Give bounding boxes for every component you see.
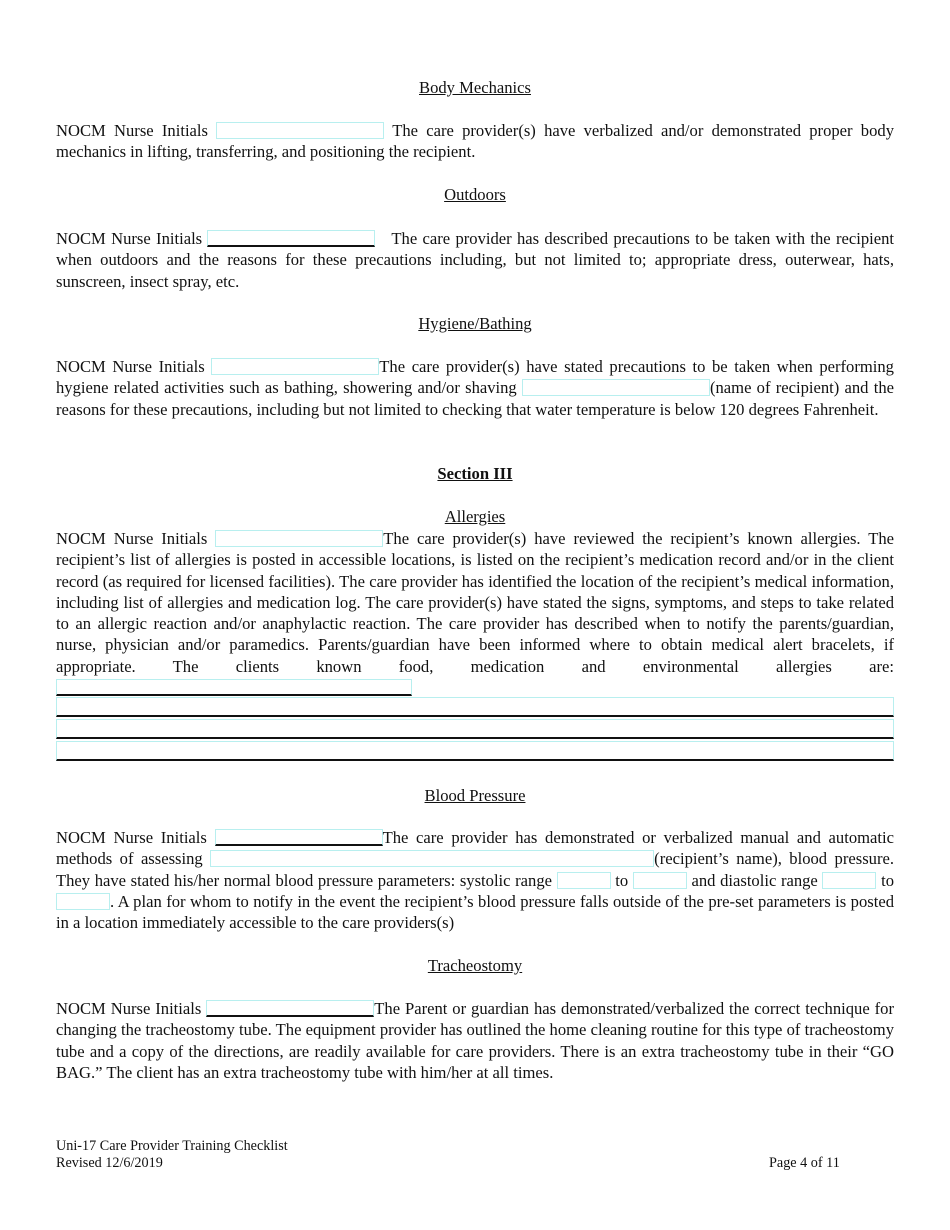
nurse-initials-label: NOCM Nurse Initials — [56, 357, 205, 376]
footer-revised-date: Revised 12/6/2019 — [56, 1155, 163, 1171]
systolic-min-field[interactable] — [557, 872, 611, 889]
blood-pressure-text-3: and diastolic range — [691, 870, 818, 890]
hygiene-text-after: (name of recipient) and the reasons for these precautions, including but not limited to checking that water temperature is below 120 degrees Fahrenheit. — [56, 378, 894, 419]
body-mechanics-heading: Body Mechanics — [419, 78, 531, 97]
blood-pressure-text-4: . A plan for whom to notify in the event the recipient’s blood pressure falls outside of the pre-set parameters is posted in a location immediately accessible to the care providers(s) — [56, 891, 894, 933]
tracheostomy-text: The Parent or guardian has demonstrated/verbalized the correct technique for changing the tracheostomy tube. The equipment provider has outlined the home cleaning routine for this type of tracheostomy tube and a copy of the directions, are readily available for care providers. There is an extra tracheostomy tube in their “GO BAG.” The client has an extra tracheostomy tube with him/her at all times. — [56, 999, 894, 1082]
allergies-text: The care provider(s) have reviewed the recipient’s known allergies. The recipient’s list of allergies is posted in accessible locations, is listed on the recipient’s medication record and/or in the client record (as required for licensed facilities). The care provider has identified the location of the recipient’s medical information, including list of allergies and medication log. The care provider(s) have stated the signs, symptoms, and steps to take related to an allergic reaction and/or anaphylactic reaction. The care provider has described when to notify the parents/guardian, nurse, physician and/or paramedics. Parents/guardian have been informed where to obtain medical alert bracelets, if appropriate. The clients known food, medication and environmental allergies are: — [56, 529, 894, 676]
nurse-initials-label: NOCM Nurse Initials — [56, 999, 202, 1018]
blood-pressure-initials-field[interactable] — [215, 829, 383, 846]
outdoors-heading: Outdoors — [444, 185, 506, 204]
allergies-list-field[interactable] — [56, 679, 412, 696]
outdoors-text: The care provider has described precautions to be taken with the recipient when outdoors and the reasons for these precautions including, but not limited to; appropriate dress, outerwear, hats, sunscreen, insect spray, etc. — [56, 229, 895, 291]
nurse-initials-label: NOCM Nurse Initials — [56, 121, 208, 140]
diastolic-max-field[interactable] — [56, 893, 110, 910]
allergies-line-4[interactable] — [56, 741, 894, 761]
systolic-max-field[interactable] — [633, 872, 687, 889]
tracheostomy-initials-field[interactable] — [206, 1000, 374, 1017]
hygiene-heading: Hygiene/Bathing — [418, 314, 532, 333]
recipient-name-field[interactable] — [210, 850, 654, 867]
allergies-initials-field[interactable] — [215, 530, 383, 547]
nurse-initials-label: NOCM Nurse Initials — [56, 529, 208, 548]
blood-pressure-text-1: The care provider has demonstrated or verbalized manual and automatic methods of assessing — [56, 828, 894, 869]
body-mechanics-paragraph — [56, 120, 894, 163]
recipient-name-field[interactable] — [522, 379, 710, 396]
footer-form-name: Uni-17 Care Provider Training Checklist — [56, 1138, 288, 1154]
hygiene-paragraph — [56, 356, 894, 420]
tracheostomy-paragraph — [56, 998, 894, 1083]
diastolic-min-field[interactable] — [822, 872, 876, 889]
allergies-line-3[interactable] — [56, 719, 894, 739]
to-label: to — [615, 870, 629, 890]
allergies-line-2[interactable] — [56, 697, 894, 717]
tracheostomy-heading: Tracheostomy — [427, 956, 523, 975]
allergies-heading: Allergies — [444, 507, 506, 526]
blood-pressure-heading: Blood Pressure — [424, 786, 526, 805]
footer-page-number: Page 4 of 11 — [769, 1155, 840, 1171]
blood-pressure-text-2: (recipient’s name), blood pressure. They have stated his/her normal blood pressure parameters: systolic range — [56, 849, 894, 890]
outdoors-initials-field[interactable] — [207, 230, 375, 247]
blood-pressure-paragraph — [56, 827, 894, 933]
body-mechanics-initials-field[interactable] — [216, 122, 384, 139]
section-title: Section III — [437, 464, 513, 483]
to-label: to — [881, 870, 894, 890]
allergies-paragraph — [56, 528, 894, 698]
nurse-initials-label: NOCM Nurse Initials — [56, 828, 207, 847]
footer-form-info — [56, 1138, 288, 1172]
nurse-initials-label: NOCM Nurse Initials — [56, 229, 203, 248]
hygiene-initials-field[interactable] — [211, 358, 379, 375]
body-mechanics-text: The care provider(s) have verbalized and/or demonstrated proper body mechanics in lifting, transferring, and positioning the recipient. — [56, 121, 894, 162]
hygiene-text-before: The care provider(s) have stated precautions to be taken when performing hygiene related activities such as bathing, showering and/or shaving — [56, 357, 894, 398]
outdoors-paragraph — [56, 228, 894, 292]
